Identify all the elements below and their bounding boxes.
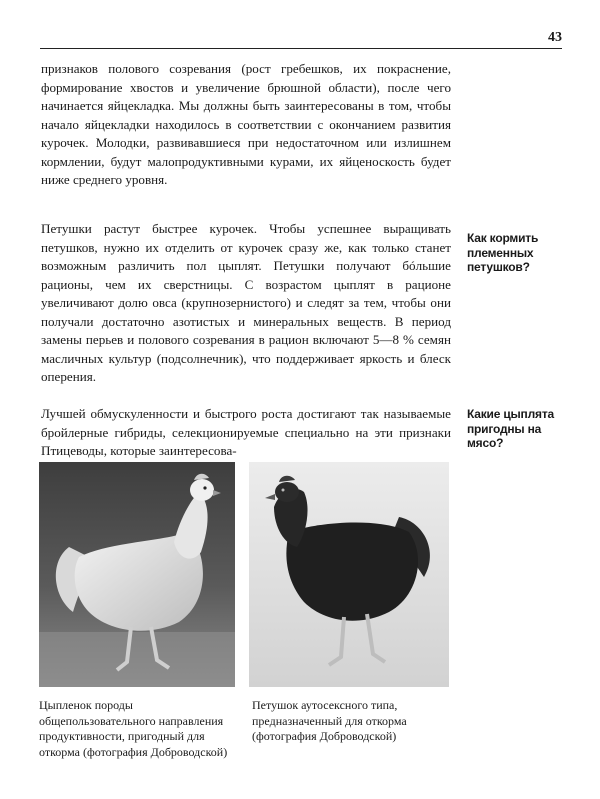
photo-dark-cockerel — [249, 462, 449, 687]
header-rule — [40, 48, 562, 49]
side-heading-feeding-cockerels: Как кормить племенных петушков? — [467, 231, 539, 274]
paragraph-sexual-maturity: признаков полового созревания (рост гребешков, их покраснение, формирование хвостов и увеличение брюшной области), после чего начинается яйцекладка. Мы должны быть заинтересованы в том, чтобы начало яйцекладки находилось в соответствии с окончанием развития курочек. Молодки, развивавшиеся при недостаточном или излишнем кормлении, будут малопродуктивными курами, их яйценоскость будет ниже среднего уровня. — [41, 61, 451, 187]
side-heading-meat-chickens: Какие цыплята пригодны на мясо? — [467, 407, 554, 450]
caption-dark-cockerel: Петушок аутосексного типа, предназначенный для откорма (фотография Доброводской) — [252, 698, 407, 743]
paragraph-cockerels: Петушки растут быстрее курочек. Чтобы успешнее выращивать петушков, нужно их отделить от курочек сразу же, как только станет возможным различить пол цыплят. Петушки получают бóльшие рационы, чем их сверстницы. С возрастом цыплят в рационе увеличивают долю овса (крупнозернистого) и следят за тем, чтобы они получали достаточно азотистых и минеральных веществ. В период замены перьев и полового созревания в рацион включают 5—8 % семян масличных культур (подсолнечник), что поддерживает яркость и блеск оперения. — [41, 221, 451, 384]
caption-white-chicken: Цыпленок породы общепользовательного направления продуктивности, пригодный для откорма (фотография Доброводской) — [39, 698, 228, 759]
paragraph-broilers: Лучшей обмускуленности и быстрого роста достигают так называемые бройлерные гибриды, селекционируемые специально на эти признаки Птицеводы, которые заинтересова- — [41, 406, 451, 458]
photo-white-chicken — [39, 462, 235, 687]
page-number: 43 — [548, 30, 562, 45]
